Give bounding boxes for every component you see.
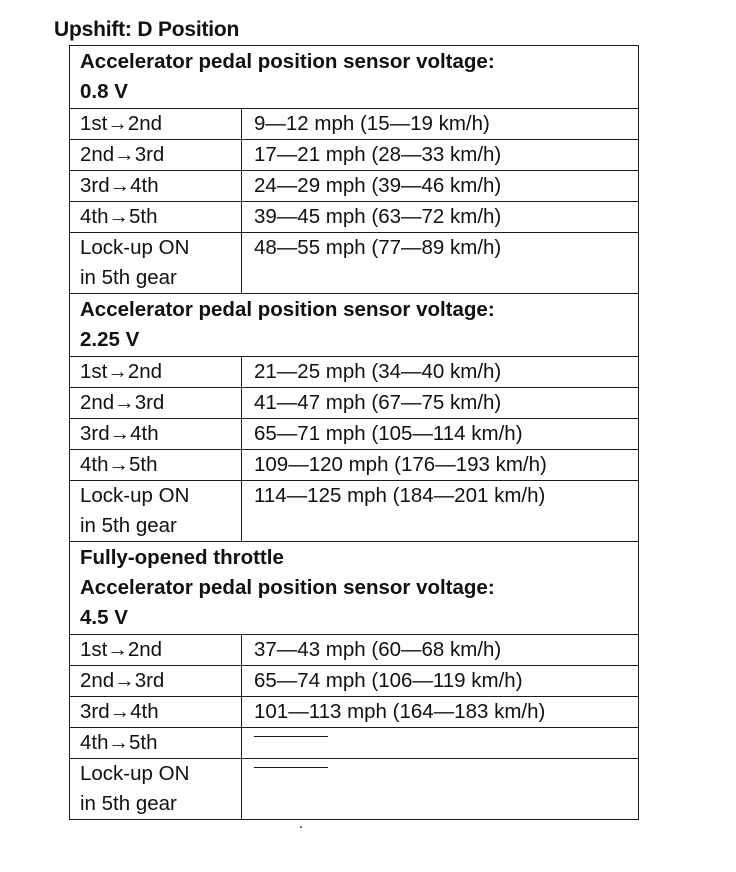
speed-cell	[242, 202, 639, 233]
section-header-line: Fully-opened throttle	[80, 546, 284, 569]
speed-cell	[242, 388, 639, 419]
speed-value: 48—55 mph (77—89 km/h)	[254, 236, 502, 259]
speed-value: 39—45 mph (63—72 km/h)	[254, 205, 502, 228]
shift-label: 2nd→3rd	[80, 669, 165, 692]
not-applicable-dash	[254, 767, 328, 768]
speed-cell	[242, 697, 639, 728]
section-header-line: Accelerator pedal position sensor voltage:	[80, 298, 495, 321]
shift-label: in 5th gear	[80, 514, 177, 537]
speed-value: 9—12 mph (15—19 km/h)	[254, 112, 490, 135]
section-header	[70, 46, 639, 109]
speed-cell	[242, 357, 639, 388]
table-row	[70, 109, 639, 140]
speed-cell	[242, 109, 639, 140]
not-applicable-dash	[254, 736, 328, 737]
table-row	[70, 635, 639, 666]
section-header-line: Accelerator pedal position sensor voltage:	[80, 576, 495, 599]
shift-cell	[70, 635, 242, 666]
speed-value: 41—47 mph (67—75 km/h)	[254, 391, 502, 414]
speed-value: 101—113 mph (164—183 km/h)	[254, 700, 546, 723]
speed-value: 24—29 mph (39—46 km/h)	[254, 174, 502, 197]
speed-cell	[242, 233, 639, 294]
section-header-row	[70, 542, 639, 635]
shift-cell	[70, 450, 242, 481]
section-header	[70, 542, 639, 635]
speed-cell	[242, 666, 639, 697]
speed-cell	[242, 171, 639, 202]
shift-cell	[70, 140, 242, 171]
section-header-row	[70, 46, 639, 109]
table-row	[70, 728, 639, 759]
table-row	[70, 233, 639, 294]
speed-value: 21—25 mph (34—40 km/h)	[254, 360, 502, 383]
speed-cell	[242, 140, 639, 171]
table-row	[70, 481, 639, 542]
table-row	[70, 759, 639, 820]
table-row	[70, 202, 639, 233]
shift-cell	[70, 697, 242, 728]
speed-cell	[242, 419, 639, 450]
shift-label: Lock-up ON	[80, 762, 190, 785]
speed-cell	[242, 728, 639, 759]
shift-cell	[70, 109, 242, 140]
speed-cell	[242, 759, 639, 820]
speed-value: 37—43 mph (60—68 km/h)	[254, 638, 502, 661]
shift-cell	[70, 388, 242, 419]
shift-label: 1st→2nd	[80, 112, 163, 135]
speed-cell	[242, 450, 639, 481]
shift-label: 3rd→4th	[80, 700, 159, 723]
shift-label: 1st→2nd	[80, 638, 163, 661]
speed-value: 114—125 mph (184—201 km/h)	[254, 484, 546, 507]
section-header-line: 0.8 V	[80, 80, 128, 103]
table-row	[70, 419, 639, 450]
shift-label: 4th→5th	[80, 205, 158, 228]
shift-cell	[70, 233, 242, 294]
section-header-line: 4.5 V	[80, 606, 128, 629]
shift-cell	[70, 759, 242, 820]
speed-value: 65—74 mph (106—119 km/h)	[254, 669, 523, 692]
shift-cell	[70, 728, 242, 759]
table-row	[70, 388, 639, 419]
shift-label: 2nd→3rd	[80, 391, 165, 414]
section-header	[70, 294, 639, 357]
section-header-row	[70, 294, 639, 357]
shift-label: 1st→2nd	[80, 360, 163, 383]
speed-cell	[242, 635, 639, 666]
table-row	[70, 140, 639, 171]
shift-label: Lock-up ON	[80, 484, 190, 507]
section-header-line: Accelerator pedal position sensor voltage:	[80, 50, 495, 73]
page-title: Upshift: D Position	[54, 18, 240, 41]
upshift-table	[69, 45, 639, 820]
speck	[300, 826, 302, 828]
shift-label: in 5th gear	[80, 266, 177, 289]
shift-label: in 5th gear	[80, 792, 177, 815]
table-row	[70, 697, 639, 728]
shift-label: Lock-up ON	[80, 236, 190, 259]
shift-label: 3rd→4th	[80, 422, 159, 445]
table-row	[70, 450, 639, 481]
shift-label: 3rd→4th	[80, 174, 159, 197]
shift-label: 4th→5th	[80, 731, 158, 754]
table-row	[70, 357, 639, 388]
upshift-table-body	[70, 46, 639, 820]
speed-value: 109—120 mph (176—193 km/h)	[254, 453, 547, 476]
speed-value: 65—71 mph (105—114 km/h)	[254, 422, 523, 445]
table-row	[70, 171, 639, 202]
table-row	[70, 666, 639, 697]
shift-label: 2nd→3rd	[80, 143, 165, 166]
shift-cell	[70, 419, 242, 450]
shift-label: 4th→5th	[80, 453, 158, 476]
shift-cell	[70, 171, 242, 202]
shift-cell	[70, 481, 242, 542]
shift-cell	[70, 666, 242, 697]
shift-cell	[70, 202, 242, 233]
shift-cell	[70, 357, 242, 388]
section-header-line: 2.25 V	[80, 328, 140, 351]
speed-value: 17—21 mph (28—33 km/h)	[254, 143, 502, 166]
speed-cell	[242, 481, 639, 542]
